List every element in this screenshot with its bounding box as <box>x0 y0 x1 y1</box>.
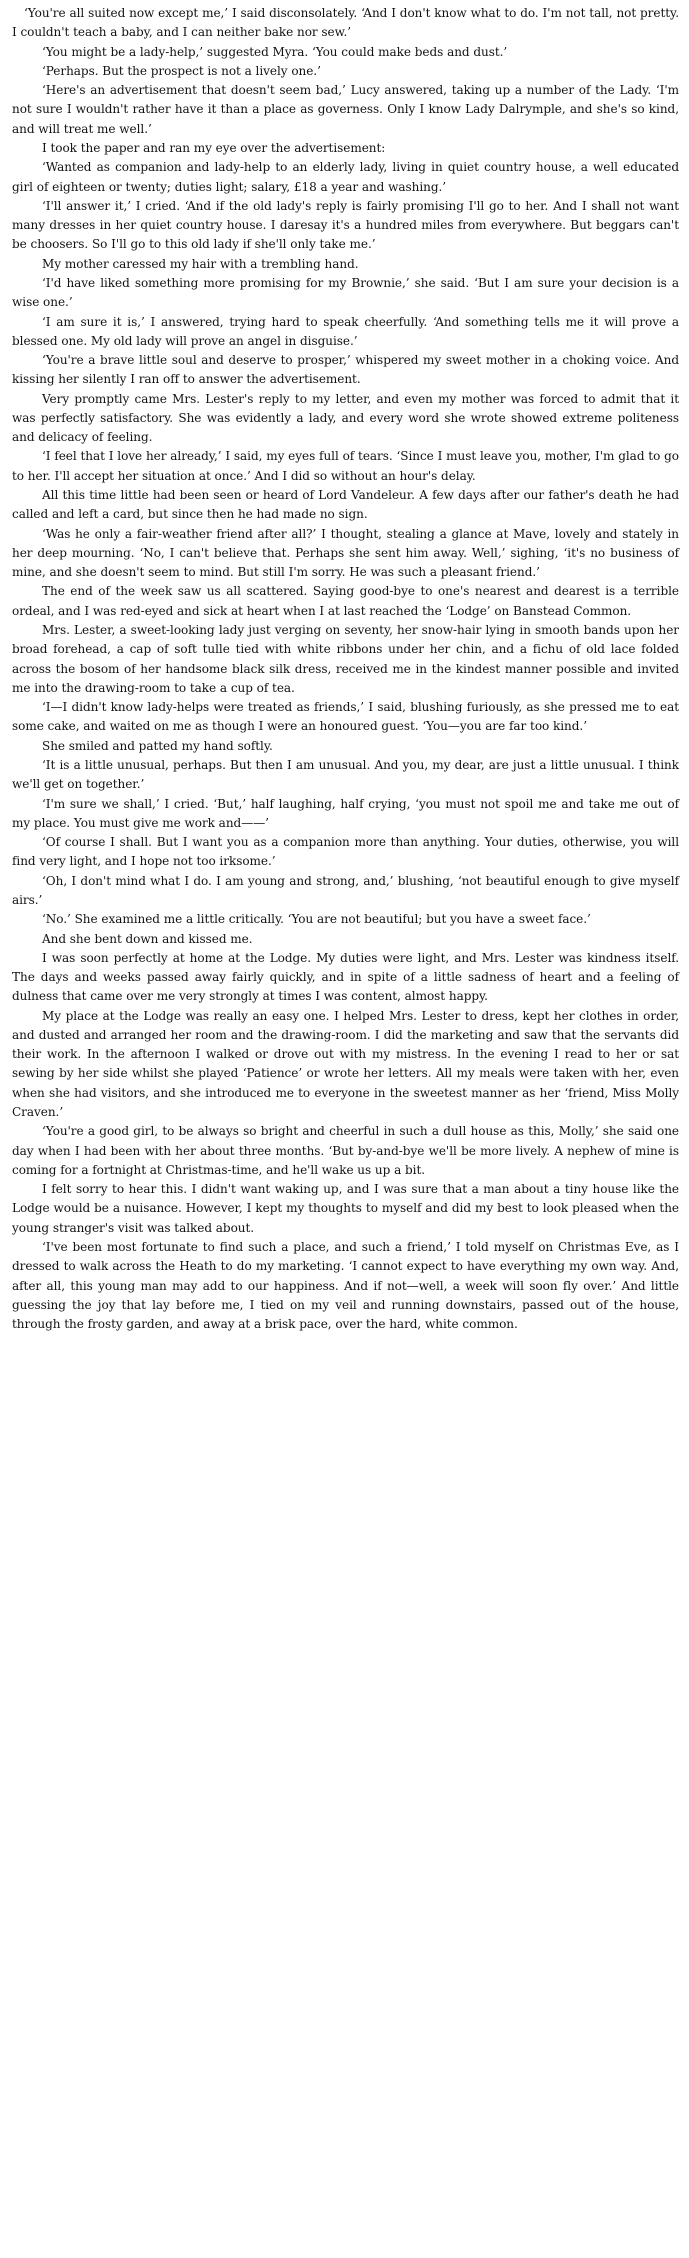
paragraph: ‘You might be a lady-help,’ suggested Myra. ‘You could make beds and dust.’ <box>42 44 508 59</box>
paragraph: ‘You're a brave little soul and deserve to prosper,’ whispered my sweet mother in a choking voice. And kissing her silently I ran off to answer the advertisement. <box>12 353 679 387</box>
paragraph: ‘I feel that I love her already,’ I said, my eyes full of tears. ‘Since I must leave you, mother, I'm glad to go to her. I'll accept her situation at once.’ And I did so without an hour's delay. <box>12 449 679 483</box>
paragraph: ‘I—I didn't know lady-helps were treated as friends,’ I said, blushing furiously, as she pressed me to eat some cake, and waited on me as though I were an honoured guest. ‘You—you are far too kind.’ <box>12 700 679 734</box>
paragraph: The end of the week saw us all scattered. Saying good-bye to one's nearest and dearest is a terrible ordeal, and I was red-eyed and sick at heart when I at last reached the ‘Lodge’ on Banstead Common. <box>12 584 679 618</box>
paragraph: ‘I'm sure we shall,’ I cried. ‘But,’ half laughing, half crying, ‘you must not spoil me and take me out of my place. You must give me work and——’ <box>12 796 679 830</box>
paragraph: I was soon perfectly at home at the Lodge. My duties were light, and Mrs. Lester was kindness itself. The days and weeks passed away fairly quickly, and in spite of a little sadness of heart and a feeling of dulness that came over me very strongly at times I was content, almost happy. <box>12 950 679 1004</box>
paragraph: ‘You're all suited now except me,’ I said disconsolately. ‘And I don't know what to do. I'm not tall, not pretty. I couldn't teach a baby, and I can neither bake nor sew.’ <box>12 6 679 40</box>
paragraph: ‘Was he only a fair-weather friend after all?’ I thought, stealing a glance at Mave, lovely and stately in her deep mourning. ‘No, I can't believe that. Perhaps she sent him away. Well,’ sighing, ‘it's no business of mine, and she doesn't seem to mind. But still I'm sorry. He was such a pleasant friend.’ <box>12 526 679 580</box>
paragraph: Mrs. Lester, a sweet-looking lady just verging on seventy, her snow-hair lying in smooth bands upon her broad forehead, a cap of soft tulle tied with white ribbons under her chin, and a fichu of old lace folded across the bosom of her handsome black silk dress, received me in the kindest manner possible and invited me into the drawing-room to take a cup of tea. <box>12 623 679 695</box>
paragraph: ‘You're a good girl, to be always so bright and cheerful in such a dull house as this, Molly,’ she said one day when I had been with her about three months. ‘But by-and-bye we'll be more lively. A nephew of mine is coming for a fortnight at Christmas-time, and he'll wake us up a bit. <box>12 1124 679 1177</box>
paragraph: I felt sorry to hear this. I didn't want waking up, and I was sure that a man about a tiny house like the Lodge would be a nuisance. However, I kept my thoughts to myself and did my best to look pleased when the young stranger's visit was talked about. <box>12 1182 679 1235</box>
paragraph: ‘It is a little unusual, perhaps. But then I am unusual. And you, my dear, are just a little unusual. I think we'll get on together.’ <box>12 757 679 792</box>
paragraph: ‘I've been most fortunate to find such a place, and such a friend,’ I told myself on Christmas Eve, as I dressed to walk across the Heath to do my marketing. ‘I cannot expect to have everything my own way. And, after all, this young man may add to our happiness. And if not—well, a week will soon fly over.’ And little guessing the joy that lay before me, I tied on my veil and running downstairs, passed out of the house, through the frosty garden, and away at a brisk pace, over the hard, white common. <box>12 1240 679 1332</box>
paragraph: ‘Of course I shall. But I want you as a companion more than anything. Your duties, otherwise, you will find very light, and I hope not too irksome.’ <box>12 835 679 869</box>
paragraph: My place at the Lodge was really an easy one. I helped Mrs. Lester to dress, kept her clothes in order, and dusted and arranged her room and the drawing-room. I did the marketing and saw that the servants did their work. In the afternoon I walked or drove out with my mistress. In the evening I read to her or sat sewing by her side whilst she played ‘Patience’ or wrote her letters. All my meals were taken with her, even when she had visitors, and she introduced me to everyone in the sweetest manner as her ‘friend, Miss Molly Craven.’ <box>12 1008 679 1120</box>
paragraph: My mother caressed my hair with a trembling hand. <box>42 256 359 271</box>
paragraph: And she bent down and kissed me. <box>42 931 253 946</box>
paragraph: She smiled and patted my hand softly. <box>42 738 273 753</box>
paragraph: All this time little had been seen or heard of Lord Vandeleur. A few days after our father's death he had called and left a card, but since then he had made no sign. <box>12 488 679 522</box>
paragraph: ‘Perhaps. But the prospect is not a lively one.’ <box>42 63 321 78</box>
paragraph: ‘I am sure it is,’ I answered, trying hard to speak cheerfully. ‘And something tells me it will prove a blessed one. My old lady will prove an angel in disguise.’ <box>12 314 679 348</box>
paragraph: ‘Here's an advertisement that doesn't seem bad,’ Lucy answered, taking up a number of the Lady. ‘I'm not sure I wouldn't rather have it than a place as governess. Only I know Lady Dalrymple, and she's so kind, and will treat me well.’ <box>12 83 679 136</box>
paragraph: ‘I'll answer it,’ I cried. ‘And if the old lady's reply is fairly promising I'll go to her. And I shall not want many dresses in her quiet country house. I daresay it's a hundred miles from everywhere. But beggars can't be choosers. So I'll go to this old lady if she'll only take me.’ <box>12 198 679 252</box>
paragraph: I took the paper and ran my eye over the advertisement: <box>42 140 386 155</box>
story-text-column <box>12 4 679 1334</box>
paragraph: Very promptly came Mrs. Lester's reply to my letter, and even my mother was forced to admit that it was perfectly satisfactory. She was evidently a lady, and every word she wrote showed extreme politeness and delicacy of feeling. <box>12 391 679 445</box>
paragraph: ‘I'd have liked something more promising for my Brownie,’ she said. ‘But I am sure your decision is a wise one.’ <box>12 275 679 310</box>
advertisement-quote: ‘Wanted as companion and lady-help to an elderly lady, living in quiet country house, a well educated girl of eighteen or twenty; duties light; salary, £18 a year and washing.’ <box>12 160 679 194</box>
paragraph: ‘No.’ She examined me a little critically. ‘You are not beautiful; but you have a sweet face.’ <box>42 912 591 927</box>
paragraph: ‘Oh, I don't mind what I do. I am young and strong, and,’ blushing, ‘not beautiful enough to give myself airs.’ <box>12 873 679 907</box>
